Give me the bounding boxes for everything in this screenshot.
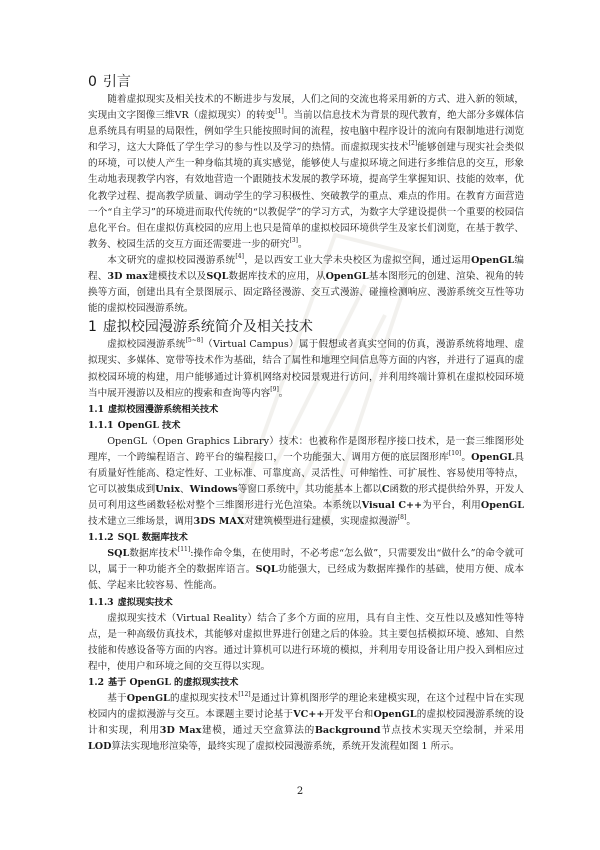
subsubsection-heading-sql: 1.1.2 SQL 数据库技术	[88, 532, 188, 544]
subsubsection-heading-vr: 1.1.3 虚拟现实技术	[88, 596, 173, 608]
section-number: 1	[88, 319, 97, 336]
subsection-heading-related-tech: 1.1 虚拟校园漫游系统相关技术	[88, 403, 219, 415]
system-intro-paragraph: 虚拟校园漫游系统[5~8]（Virtual Campus）属于假想或者真实空间的仿真，漫游系统将地理、虚拟现实、多媒体、宽带等技术作为基础，结合了属性和地理空间信息等方面的内容，并进行了逼真的虚拟校园环境的构建，用户能够通过计算机网络对校园景观进行访问，并利用终端计算机在虚拟校园环境当中展开漫游以及相应的搜索和查询等内容[9]。	[88, 337, 525, 399]
citation: [12]	[238, 690, 251, 698]
citation: [8]	[397, 514, 407, 522]
main-content	[88, 68, 524, 755]
section-title: 虚拟校园漫游系统简介及相关技术	[102, 319, 313, 336]
section-heading-introduction	[88, 72, 524, 92]
vr-paragraph: 虚拟现实技术（Virtual Reality）结合了多个方面的应用，具有自主性、交互性以及感知性等特点，是一种高级仿真技术，其能够对虚拟世界进行创建之后的体验。其主要包括模拟环境、感知、自然技能和传感设备等方面的内容。通过计算机可以进行环境的模拟，并利用专用设备让用户投入到相应过程中，使用户和环境之间的交互得以实现。	[88, 612, 524, 672]
citation: [5~8]	[185, 337, 203, 345]
citation: [4]	[235, 252, 244, 260]
sql-paragraph: SQL数据库技术[11]:操作命令集，在使用时，不必考虑“怎么做”，只需要发出“做什么”的命令就可以，属于一种功能齐全的数据库语言。SQL功能强大，已经成为数据库操作的基础，使用方便、成本低、学起来比较容易、性能高。	[88, 546, 525, 592]
citation: [11]	[177, 546, 191, 554]
citation: [2]	[408, 140, 418, 148]
opengl-paragraph: OpenGL（Open Graphics Library）技术：也被称作是图形程序接口技术，是一套三维图形处理库，一个跨编程语言、跨平台的编程接口，一个功能强大、调用方便的底层图形库[10]。OpenGL具有质量好性能高、稳定性好、工业标准、可靠度高、灵活性、可伸缩性、可扩展性、容易使用等特点，它可以被集成到Unix、Windows等窗口系统中，其功能基本上都以C函数的形式提供给外界，开发人员可利用这些函数轻松对整个三维图形进行光色渲染。本系统以Visual C++为平台，利用OpenGL技术建立三维场景，调用3DS MAX对建筑模型进行建模，实现虚拟漫游[8]。	[88, 435, 525, 528]
citation: [10]	[448, 449, 462, 457]
subsubsection-heading-opengl: 1.1.1 OpenGL 技术	[88, 419, 181, 431]
section-heading-system-intro	[88, 317, 524, 337]
section-title: 引言	[102, 74, 131, 90]
opengl-vr-paragraph: 基于OpenGL的虚拟现实技术[12]是通过计算机图形学的理论来建模实现，在这个过程中旨在实现校园内的虚拟漫游与交互。本课题主要讨论基于VC++开发平台和OpenGL的虚拟校园漫游系统的设计和实现，利用3D Max建模，通过天空盒算法的Background节点技术实现天空绘制，并采用LOD算法实现地形渲染等，最终实现了虚拟校园漫游系统，系统开发流程如图 1 所示。	[88, 690, 525, 753]
intro-paragraph-1: 随着虚拟现实及相关技术的不断进步与发展，人们之间的交流也将采用新的方式、进入新的领域，实现由文字图像三维VR（虚拟现实）的转变[1]。当前以信息技术为背景的现代教育，绝大部分多媒体信息系统具有明显的局限性，例如学生只能按照时间的流程，按电脑中程序设计的流向有限制地进行浏览和学习，这大大降低了学生学习的参与性以及学习的热情。而虚拟现实技术[2]能够创建与现实社会类似的环境，可以使人产生一种身临其境的真实感觉，能够使人与虚拟环境之间进行多维信息的交互，形象生动地表现教学内容，有效地营造一个跟随技术发展的教学环境，提高学生掌握知识、技能的效率，优化教学过程、提高教学质量、调动学生的学习积极性、突破教学的重点、难点的作用。在教育方面营造一个“自主学习”的环境进而取代传统的“以教促学”的学习方式，为数字大学建设提供一个重要的校园信息化平台。但在虚拟仿真校园的应用上也只是简单的虚拟校园环境供学生及家长们浏览，在基于教学、教务、校园生活的交互方面还需要进一步的研究[3]。	[88, 94, 525, 250]
citation: [3]	[289, 236, 298, 244]
section-number: 0	[88, 74, 97, 90]
citation: [1]	[275, 108, 284, 116]
citation: [9]	[270, 385, 279, 393]
subsection-heading-opengl-vr: 1.2 基于 OpenGL 的虚拟现实技术	[88, 676, 239, 688]
intro-paragraph-2: 本文研究的虚拟校园漫游系统[4]，是以西安工业大学未央校区为虚拟空间，通过运用OpenGL编程、3D max建模技术以及SQL数据库技术的应用，从OpenGL基本图形元的创建、渲染、视角的转换等方面，创建出具有全景图展示、固定路径漫游、交互式漫游、碰撞检测响应、漫游系统交互性等功能的虚拟校园漫游系统。	[88, 252, 525, 315]
page-number: 2	[296, 786, 304, 797]
